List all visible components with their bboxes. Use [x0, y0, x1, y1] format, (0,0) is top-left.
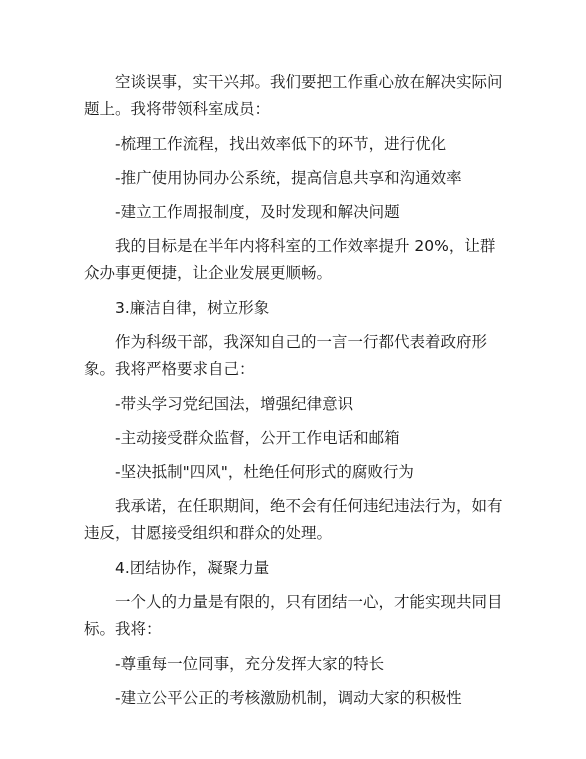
paragraph-commitment: 我承诺，在任职期间，绝不会有任何违纪违法行为，如有违反，甘愿接受组织和群众的处理。: [84, 497, 503, 542]
list-item-supervision: -主动接受群众监督，公开工作电话和邮箱: [115, 429, 400, 447]
list-item-workflow: -梳理工作流程，找出效率低下的环节，进行优化: [115, 135, 447, 153]
document-body: [84, 69, 504, 719]
paragraph-self-discipline: 作为科级干部，我深知自己的一言一行都代表着政府形象。我将严格要求自己：: [84, 333, 488, 378]
list-item-respect-colleagues: -尊重每一位同事，充分发挥大家的特长: [115, 655, 385, 673]
list-item-incentive-mechanism: -建立公平公正的考核激励机制，调动大家的积极性: [115, 689, 462, 707]
list-item-collaboration-system: -推广使用协同办公系统，提高信息共享和沟通效率: [115, 169, 462, 187]
paragraph-efficiency-goal: 我的目标是在半年内将科室的工作效率提升 20%，让群众办事更便捷，让企业发展更顺畅。: [84, 237, 496, 282]
paragraph-practical-work: 空谈误事，实干兴邦。我们要把工作重心放在解决实际问题上。我将带领科室成员：: [84, 73, 503, 118]
list-item-study-law: -带头学习党纪国法，增强纪律意识: [115, 395, 354, 413]
list-item-anti-corruption: -坚决抵制"四风"，杜绝任何形式的腐败行为: [115, 463, 414, 481]
section-heading-integrity: 3.廉洁自律，树立形象: [115, 299, 270, 317]
section-heading-teamwork: 4.团结协作，凝聚力量: [115, 559, 270, 577]
paragraph-unity: 一个人的力量是有限的，只有团结一心，才能实现共同目标。我将：: [84, 593, 503, 638]
list-item-weekly-report: -建立工作周报制度，及时发现和解决问题: [115, 203, 400, 221]
